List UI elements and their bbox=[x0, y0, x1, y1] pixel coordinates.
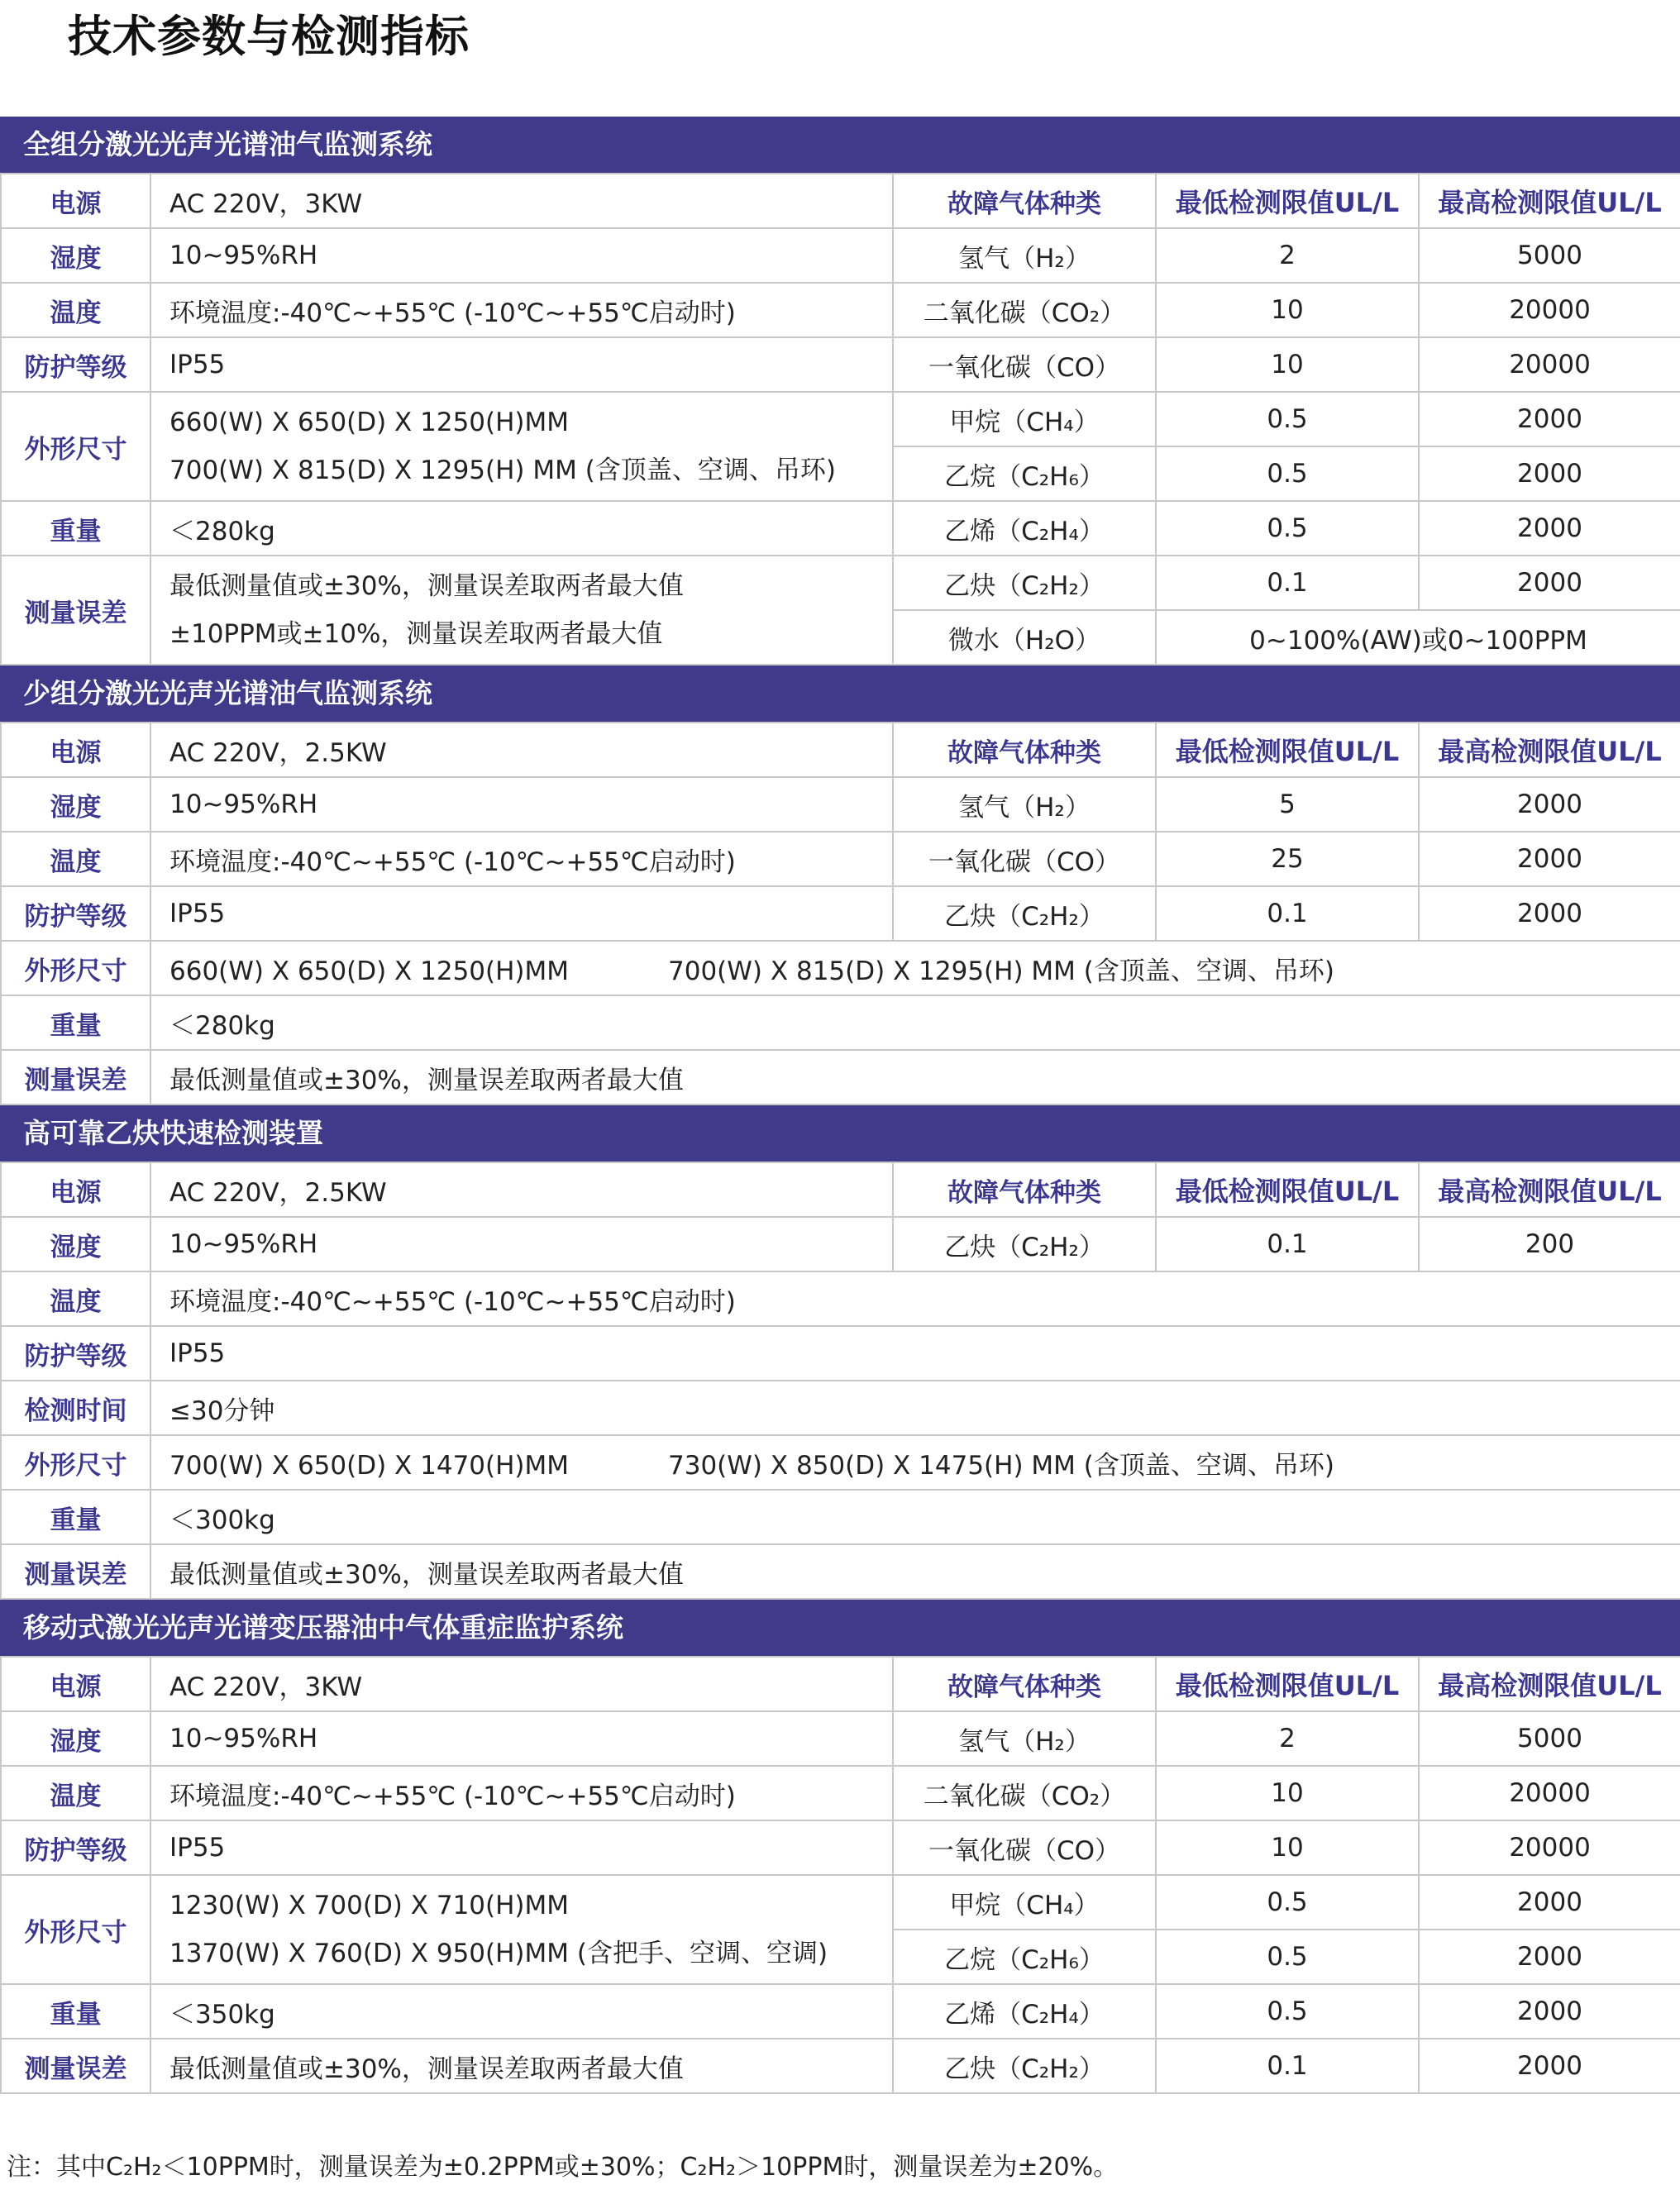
gas-max: 2000 bbox=[1419, 1930, 1680, 1984]
table-row bbox=[1, 941, 1680, 995]
col-header-gas: 故障气体种类 bbox=[893, 723, 1156, 777]
gas-name: 乙炔（C₂H₂） bbox=[893, 556, 1156, 610]
row-label: 湿度 bbox=[1, 1217, 150, 1271]
gas-max: 2000 bbox=[1419, 556, 1680, 610]
table-row bbox=[1, 556, 1680, 610]
gas-max: 2000 bbox=[1419, 886, 1680, 941]
gas-name: 乙烯（C₂H₄） bbox=[893, 501, 1156, 556]
row-value: 环境温度:-40℃~+55℃ (-10℃~+55℃启动时) bbox=[150, 832, 893, 886]
row-value bbox=[150, 1435, 1680, 1490]
row-value: IP55 bbox=[150, 886, 893, 941]
row-label: 测量误差 bbox=[1, 1544, 150, 1599]
gas-max: 2000 bbox=[1419, 2039, 1680, 2093]
gas-min: 0.1 bbox=[1156, 2039, 1419, 2093]
row-label: 测量误差 bbox=[1, 1050, 150, 1104]
table-row bbox=[1, 832, 1680, 886]
row-value bbox=[150, 392, 893, 501]
table-row bbox=[1, 1875, 1680, 1930]
col-header-min: 最低检测限值UL/L bbox=[1156, 1657, 1419, 1711]
gas-max: 5000 bbox=[1419, 228, 1680, 283]
spec-table bbox=[0, 1656, 1680, 2094]
row-value: 10~95%RH bbox=[150, 228, 893, 283]
section-title: 少组分激光光声光谱油气监测系统 bbox=[0, 665, 1680, 722]
spec-tables bbox=[0, 117, 1680, 2094]
gas-max: 20000 bbox=[1419, 1820, 1680, 1875]
gas-name: 一氧化碳（CO） bbox=[893, 337, 1156, 392]
row-label: 测量误差 bbox=[1, 556, 150, 665]
row-value: ≤30分钟 bbox=[150, 1381, 1680, 1435]
gas-name: 甲烷（CH₄） bbox=[893, 392, 1156, 446]
section-title: 全组分激光光声光谱油气监测系统 bbox=[0, 117, 1680, 173]
col-header-gas: 故障气体种类 bbox=[893, 174, 1156, 228]
row-label: 电源 bbox=[1, 174, 150, 228]
table-row bbox=[1, 228, 1680, 283]
row-label: 防护等级 bbox=[1, 1820, 150, 1875]
row-value: ＜350kg bbox=[150, 1984, 893, 2039]
dimension-line: 660(W) X 650(D) X 1250(H)MM bbox=[169, 956, 570, 986]
gas-max: 2000 bbox=[1419, 392, 1680, 446]
gas-name: 乙炔（C₂H₂） bbox=[893, 886, 1156, 941]
row-label: 外形尺寸 bbox=[1, 1875, 150, 1984]
gas-name: 一氧化碳（CO） bbox=[893, 1820, 1156, 1875]
page-title: 技术参数与检测指标 bbox=[68, 12, 470, 62]
gas-min: 5 bbox=[1156, 777, 1419, 832]
dimension-line: 660(W) X 650(D) X 1250(H)MM bbox=[169, 408, 570, 437]
table-row bbox=[1, 1050, 1680, 1104]
col-header-min: 最低检测限值UL/L bbox=[1156, 174, 1419, 228]
section-full-component bbox=[0, 117, 1680, 665]
col-header-gas: 故障气体种类 bbox=[893, 1657, 1156, 1711]
table-row bbox=[1, 1984, 1680, 2039]
row-value: 环境温度:-40℃~+55℃ (-10℃~+55℃启动时) bbox=[150, 1766, 893, 1820]
col-header-gas: 故障气体种类 bbox=[893, 1162, 1156, 1217]
table-row bbox=[1, 337, 1680, 392]
col-header-max: 最高检测限值UL/L bbox=[1419, 1657, 1680, 1711]
table-row bbox=[1, 1657, 1680, 1711]
table-row bbox=[1, 1820, 1680, 1875]
table-row bbox=[1, 1490, 1680, 1544]
gas-name: 氢气（H₂） bbox=[893, 228, 1156, 283]
row-value: 10~95%RH bbox=[150, 1217, 893, 1271]
gas-min: 0.1 bbox=[1156, 1217, 1419, 1271]
row-value: AC 220V，3KW bbox=[150, 1657, 893, 1711]
table-row bbox=[1, 1271, 1680, 1326]
row-label: 防护等级 bbox=[1, 886, 150, 941]
gas-min: 0.5 bbox=[1156, 446, 1419, 501]
gas-max: 5000 bbox=[1419, 1711, 1680, 1766]
section-title: 移动式激光光声光谱变压器油中气体重症监护系统 bbox=[0, 1600, 1680, 1656]
section-acetylene-detector bbox=[0, 1105, 1680, 1600]
row-label: 重量 bbox=[1, 995, 150, 1050]
row-label: 湿度 bbox=[1, 228, 150, 283]
error-line: 最低测量值或±30%，测量误差取两者最大值 bbox=[169, 571, 684, 601]
row-value bbox=[150, 1875, 893, 1984]
table-row bbox=[1, 777, 1680, 832]
spec-table bbox=[0, 722, 1680, 1105]
spec-table bbox=[0, 1162, 1680, 1600]
row-value: 环境温度:-40℃~+55℃ (-10℃~+55℃启动时) bbox=[150, 283, 893, 337]
section-partial-component bbox=[0, 665, 1680, 1105]
dimension-line: 730(W) X 850(D) X 1475(H) MM (含顶盖、空调、吊环) bbox=[668, 1450, 1334, 1481]
dimension-line: 700(W) X 815(D) X 1295(H) MM (含顶盖、空调、吊环) bbox=[169, 456, 836, 485]
row-value: ＜280kg bbox=[150, 995, 1680, 1050]
gas-name: 氢气（H₂） bbox=[893, 1711, 1156, 1766]
gas-max: 20000 bbox=[1419, 283, 1680, 337]
table-row bbox=[1, 2039, 1680, 2093]
row-label: 电源 bbox=[1, 1162, 150, 1217]
gas-min: 0.5 bbox=[1156, 1984, 1419, 2039]
table-row bbox=[1, 1766, 1680, 1820]
col-header-max: 最高检测限值UL/L bbox=[1419, 174, 1680, 228]
gas-name: 乙烷（C₂H₆） bbox=[893, 1930, 1156, 1984]
row-label: 重量 bbox=[1, 501, 150, 556]
row-label: 外形尺寸 bbox=[1, 941, 150, 995]
col-header-max: 最高检测限值UL/L bbox=[1419, 1162, 1680, 1217]
row-value: 10~95%RH bbox=[150, 1711, 893, 1766]
table-row bbox=[1, 1326, 1680, 1381]
gas-min: 0.5 bbox=[1156, 392, 1419, 446]
row-label: 电源 bbox=[1, 1657, 150, 1711]
gas-max: 2000 bbox=[1419, 1875, 1680, 1930]
row-value: AC 220V，2.5KW bbox=[150, 723, 893, 777]
row-label: 外形尺寸 bbox=[1, 392, 150, 501]
gas-max: 200 bbox=[1419, 1217, 1680, 1271]
gas-name: 乙炔（C₂H₂） bbox=[893, 1217, 1156, 1271]
gas-min: 2 bbox=[1156, 228, 1419, 283]
error-line: ±10PPM或±10%，测量误差取两者最大值 bbox=[169, 619, 663, 649]
col-header-min: 最低检测限值UL/L bbox=[1156, 723, 1419, 777]
row-value: ＜280kg bbox=[150, 501, 893, 556]
row-label: 防护等级 bbox=[1, 1326, 150, 1381]
gas-name: 乙炔（C₂H₂） bbox=[893, 2039, 1156, 2093]
gas-min: 0.1 bbox=[1156, 886, 1419, 941]
section-mobile-icu bbox=[0, 1600, 1680, 2094]
gas-min: 2 bbox=[1156, 1711, 1419, 1766]
gas-min: 0.1 bbox=[1156, 556, 1419, 610]
row-value: IP55 bbox=[150, 1820, 893, 1875]
gas-name: 乙烯（C₂H₄） bbox=[893, 1984, 1156, 2039]
gas-name: 一氧化碳（CO） bbox=[893, 832, 1156, 886]
dimension-line: 1230(W) X 700(D) X 710(H)MM bbox=[169, 1891, 570, 1920]
row-label: 防护等级 bbox=[1, 337, 150, 392]
col-header-max: 最高检测限值UL/L bbox=[1419, 723, 1680, 777]
row-value: AC 220V，3KW bbox=[150, 174, 893, 228]
table-row bbox=[1, 1435, 1680, 1490]
row-label: 电源 bbox=[1, 723, 150, 777]
gas-max: 2000 bbox=[1419, 501, 1680, 556]
row-label: 测量误差 bbox=[1, 2039, 150, 2093]
table-row bbox=[1, 283, 1680, 337]
gas-max: 20000 bbox=[1419, 1766, 1680, 1820]
table-row bbox=[1, 174, 1680, 228]
row-label: 温度 bbox=[1, 1766, 150, 1820]
col-header-min: 最低检测限值UL/L bbox=[1156, 1162, 1419, 1217]
dimension-line: 700(W) X 815(D) X 1295(H) MM (含顶盖、空调、吊环) bbox=[668, 956, 1334, 986]
dimension-line: 1370(W) X 760(D) X 950(H)MM (含把手、空调、空调) bbox=[169, 1939, 828, 1968]
row-value bbox=[150, 556, 893, 665]
table-row bbox=[1, 1381, 1680, 1435]
table-row bbox=[1, 1544, 1680, 1599]
row-value bbox=[150, 941, 1680, 995]
gas-max: 2000 bbox=[1419, 1984, 1680, 2039]
gas-max: 2000 bbox=[1419, 446, 1680, 501]
gas-min: 10 bbox=[1156, 1820, 1419, 1875]
row-label: 湿度 bbox=[1, 777, 150, 832]
row-label: 温度 bbox=[1, 283, 150, 337]
gas-max: 20000 bbox=[1419, 337, 1680, 392]
table-row bbox=[1, 1162, 1680, 1217]
gas-name: 微水（H₂O） bbox=[893, 610, 1156, 665]
row-value: 10~95%RH bbox=[150, 777, 893, 832]
row-value: 最低测量值或±30%，测量误差取两者最大值 bbox=[150, 2039, 893, 2093]
spec-table bbox=[0, 173, 1680, 665]
gas-range: 0~100%(AW)或0~100PPM bbox=[1156, 610, 1680, 665]
footnote: 注：其中C₂H₂＜10PPM时，测量误差为±0.2PPM或±30%；C₂H₂＞10PPM时，测量误差为±20%。 bbox=[7, 2153, 1119, 2182]
table-row bbox=[1, 995, 1680, 1050]
row-label: 外形尺寸 bbox=[1, 1435, 150, 1490]
gas-min: 10 bbox=[1156, 337, 1419, 392]
row-value: 最低测量值或±30%，测量误差取两者最大值 bbox=[150, 1050, 1680, 1104]
row-label: 湿度 bbox=[1, 1711, 150, 1766]
gas-max: 2000 bbox=[1419, 832, 1680, 886]
gas-min: 0.5 bbox=[1156, 1875, 1419, 1930]
table-row bbox=[1, 1217, 1680, 1271]
row-value: AC 220V，2.5KW bbox=[150, 1162, 893, 1217]
table-row bbox=[1, 1711, 1680, 1766]
gas-name: 氢气（H₂） bbox=[893, 777, 1156, 832]
row-label: 重量 bbox=[1, 1984, 150, 2039]
row-label: 重量 bbox=[1, 1490, 150, 1544]
gas-max: 2000 bbox=[1419, 777, 1680, 832]
table-row bbox=[1, 501, 1680, 556]
gas-name: 二氧化碳（CO₂） bbox=[893, 1766, 1156, 1820]
gas-min: 0.5 bbox=[1156, 501, 1419, 556]
table-row bbox=[1, 392, 1680, 446]
gas-name: 二氧化碳（CO₂） bbox=[893, 283, 1156, 337]
row-label: 温度 bbox=[1, 832, 150, 886]
gas-min: 10 bbox=[1156, 283, 1419, 337]
row-label: 温度 bbox=[1, 1271, 150, 1326]
gas-min: 10 bbox=[1156, 1766, 1419, 1820]
row-value: 最低测量值或±30%，测量误差取两者最大值 bbox=[150, 1544, 1680, 1599]
dimension-line: 700(W) X 650(D) X 1470(H)MM bbox=[169, 1450, 570, 1481]
gas-min: 0.5 bbox=[1156, 1930, 1419, 1984]
row-value: 环境温度:-40℃~+55℃ (-10℃~+55℃启动时) bbox=[150, 1271, 1680, 1326]
section-title: 高可靠乙炔快速检测装置 bbox=[0, 1105, 1680, 1162]
row-value: IP55 bbox=[150, 1326, 1680, 1381]
gas-name: 甲烷（CH₄） bbox=[893, 1875, 1156, 1930]
table-row bbox=[1, 723, 1680, 777]
gas-name: 乙烷（C₂H₆） bbox=[893, 446, 1156, 501]
row-value: ＜300kg bbox=[150, 1490, 1680, 1544]
table-row bbox=[1, 886, 1680, 941]
row-value: IP55 bbox=[150, 337, 893, 392]
row-label: 检测时间 bbox=[1, 1381, 150, 1435]
gas-min: 25 bbox=[1156, 832, 1419, 886]
